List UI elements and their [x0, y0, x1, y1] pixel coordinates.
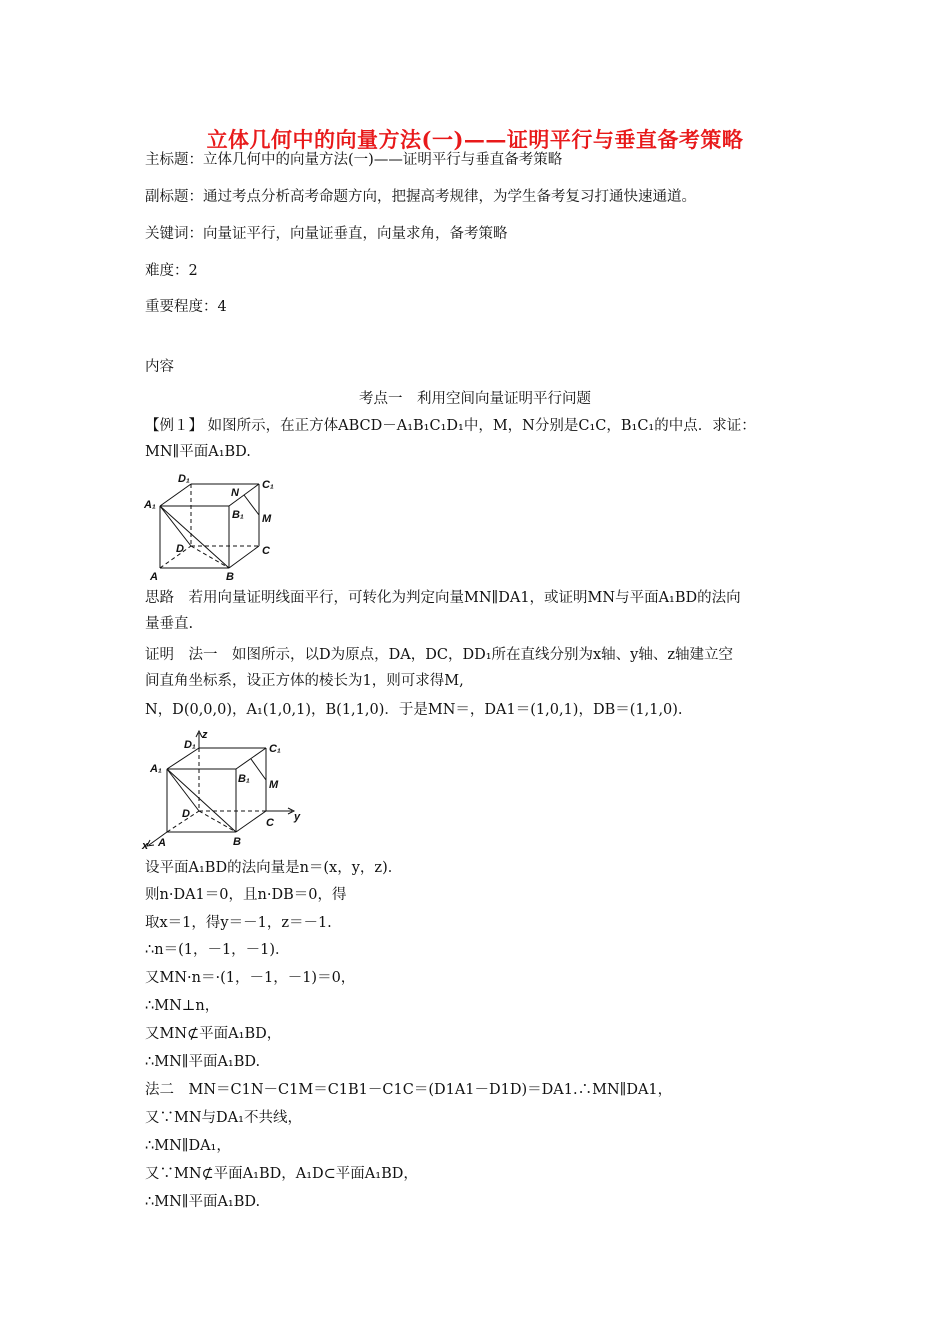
label-d1: D₁: [178, 473, 190, 485]
content-label: 内容: [145, 359, 174, 375]
importance-line: 重要程度：4: [145, 299, 227, 315]
step-line: 则n·DA1＝0，且n·DB＝0，得: [145, 887, 347, 903]
label-b: B: [233, 836, 241, 848]
label-d: D: [182, 808, 190, 820]
label-d: D: [176, 543, 184, 555]
diag-a1b: [167, 769, 236, 832]
proof1-line-1: 证明 法一 如图所示，以D为原点，DA，DC，DD₁所在直线分别为x轴、y轴、z轴建立空: [145, 647, 734, 663]
keywords-line: 关键词：向量证平行，向量证垂直，向量求角，备考策略: [145, 226, 508, 242]
label-c: C: [262, 545, 270, 557]
step-line: ∴MN⊥n，: [145, 998, 220, 1014]
segment-mn: [251, 759, 266, 780]
label-m: M: [269, 779, 279, 791]
edge-b1c1: [236, 748, 266, 769]
label-y: y: [294, 811, 301, 823]
label-a: A: [158, 837, 166, 849]
step-line: 又∵MN与DA₁不共线，: [145, 1110, 302, 1126]
label-a: A: [150, 571, 158, 583]
difficulty-line: 难度：2: [145, 263, 198, 279]
proof1-line-2: 间直角坐标系，设正方体的棱长为1，则可求得M,: [145, 673, 464, 689]
method2-line: 法二 MN＝C1N－C1M＝C1B1－C1C＝(D1A1－D1D)＝DA1.∴MN∥DA1，: [145, 1082, 673, 1098]
subtitle-line: 副标题：通过考点分析高考命题方向，把握高考规律，为学生备考复习打通快速通道。: [145, 189, 696, 205]
proof1-line-3: N，D(0,0,0)，A₁(1,0,1)，B(1,1,0)．于是MN＝，DA1＝(1,0,1)，DB＝(1,1,0).: [145, 702, 683, 718]
edge-bc: [229, 546, 259, 568]
label-m: M: [262, 513, 272, 525]
step-line: 又∵MN⊄平面A₁BD，A₁D⊂平面A₁BD，: [145, 1166, 418, 1182]
label-b1: B₁: [232, 509, 244, 521]
edge-a1d1: [160, 484, 191, 506]
label-b1: B₁: [238, 773, 250, 785]
edge-bc: [236, 811, 266, 832]
segment-mn: [244, 495, 259, 515]
example-line-2: MN∥平面A₁BD.: [145, 444, 251, 460]
label-c1: C₁: [262, 479, 274, 491]
diag-a1b: [160, 506, 229, 568]
label-d1: D₁: [184, 739, 196, 751]
step-line: ∴MN∥平面A₁BD.: [145, 1194, 261, 1210]
label-b: B: [226, 571, 234, 583]
label-c1: C₁: [269, 743, 281, 755]
thinking-line-2: 量垂直.: [145, 616, 194, 632]
diag-db: [191, 546, 229, 568]
step-line: ∴n＝(1，－1，－1)．: [145, 942, 290, 958]
step-line: 设平面A₁BD的法向量是n＝(x，y，z)．: [145, 860, 403, 876]
example-line-1: 【例１】 如图所示，在正方体ABCD－A₁B₁C₁D₁中，M，N分别是C₁C，B₁C₁的中点．求证：: [145, 418, 756, 434]
step-line: ∴MN∥DA₁，: [145, 1138, 231, 1154]
step-line: 取x＝1，得y＝－1，z＝－1.: [145, 915, 332, 931]
edge-a1d1: [167, 748, 199, 769]
document-title: 立体几何中的向量方法(一)——证明平行与垂直备考策略: [206, 127, 744, 152]
thinking-line-1: 思路 若用向量证明线面平行，可转化为判定向量MN∥DA1，或证明MN与平面A₁BD的法向: [145, 590, 741, 606]
label-x: x: [142, 840, 149, 852]
diag-db: [199, 811, 236, 832]
step-line: ∴MN∥平面A₁BD.: [145, 1054, 261, 1070]
cube-figure-1: [140, 470, 290, 585]
step-line: 又MN·n＝·(1，－1，－1)＝0，: [145, 970, 356, 986]
label-a1: A₁: [144, 499, 156, 511]
label-a1: A₁: [150, 763, 162, 775]
diag-a1d: [160, 506, 191, 546]
label-n: N: [231, 487, 239, 499]
label-z: z: [202, 729, 208, 741]
label-c: C: [266, 817, 274, 829]
step-line: 又MN⊄平面A₁BD，: [145, 1026, 282, 1042]
cube-figure-2: [140, 728, 305, 853]
diag-a1d: [167, 769, 199, 811]
main-title-line: 主标题：立体几何中的向量方法(一)——证明平行与垂直备考策略: [145, 152, 563, 168]
section-heading: 考点一 利用空间向量证明平行问题: [359, 391, 591, 407]
